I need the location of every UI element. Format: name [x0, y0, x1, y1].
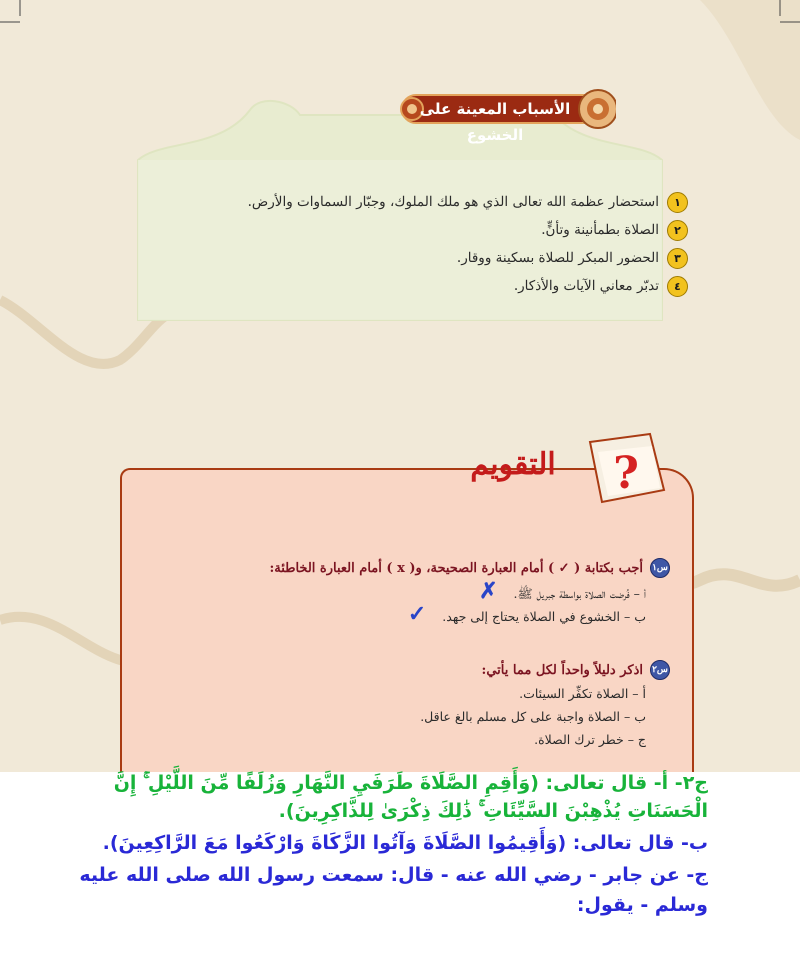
item-text: ب – الخشوع في الصلاة يحتاج إلى جهد.: [442, 609, 646, 624]
list-item-text: الحضور المبكر للصلاة بسكينة ووقار.: [456, 250, 659, 266]
section-title: الأسباب المعينة على الخشوع: [419, 100, 571, 144]
list-item: [128, 216, 688, 244]
number-badge: ٢: [667, 220, 688, 241]
question-item: [150, 580, 670, 603]
question-header: [150, 658, 670, 682]
question-item: أ – الصلاة تكفِّر السيئات.: [519, 686, 646, 701]
list-item: [128, 188, 688, 216]
answer-mark: ✓: [407, 601, 427, 627]
question-prompt: اذكر دليلاً واحداً لكل مما يأتي:: [481, 662, 643, 678]
answer-line: ج- عن جابر - رضي الله عنه - قال: سمعت رسول الله صلى الله عليه: [79, 864, 708, 886]
evaluation-title: التقويم: [470, 447, 556, 482]
answer-line: الْحَسَنَاتِ يُذْهِبْنَ السَّيِّئَاتِ ۚ ذَٰلِكَ ذِكْرَىٰ لِلذَّاكِرِينَ).: [278, 800, 708, 822]
question-item: ب – الصلاة واجبة على كل مسلم بالغ عاقل.: [420, 709, 646, 724]
list-item-text: استحضار عظمة الله تعالى الذي هو ملك الملوك، وجبّار السماوات والأرض.: [247, 194, 659, 210]
svg-text:?: ?: [613, 448, 639, 499]
question-icon: س٢: [650, 660, 670, 680]
list-item-text: الصلاة بطمأنينة وتأنٍّ.: [541, 222, 659, 238]
question-icon: س١: [650, 558, 670, 578]
answer-line: ج٢- أ- قال تعالى: (وَأَقِمِ الصَّلَاةَ طَرَفَيِ النَّهَارِ وَزُلَفًا مِّنَ اللَّيْلِ ۚ إِنَّ: [113, 772, 708, 794]
number-badge: ٤: [667, 276, 688, 297]
list-item: [128, 272, 688, 300]
question-2: [150, 658, 670, 751]
question-item: [150, 603, 670, 626]
question-mark-icon: [580, 430, 670, 506]
number-badge: ٣: [667, 248, 688, 269]
answer-mark: ✗: [479, 578, 498, 604]
item-text: أ – فُرضت الصلاة بواسطة جبريل ﷺ.: [513, 586, 646, 601]
reasons-list: [128, 188, 688, 300]
answer-line: وسلم - يقول:: [576, 894, 708, 916]
question-prompt: أجب بكتابة ( ✓ ) أمام العبارة الصحيحة، و( x ) أمام العبارة الخاطئة:: [269, 560, 643, 576]
answer-line: ب- قال تعالى: (وَأَقِيمُوا الصَّلَاةَ وَآتُوا الزَّكَاةَ وَارْكَعُوا مَعَ الرَّاكِعِينَ).: [102, 832, 708, 854]
question-header: [150, 556, 670, 580]
list-item: [128, 244, 688, 272]
number-badge: ١: [667, 192, 688, 213]
list-item-text: تدبّر معاني الآيات والأذكار.: [513, 278, 659, 294]
question-item: ج – خطر ترك الصلاة.: [534, 732, 646, 747]
question-1: [150, 556, 670, 626]
